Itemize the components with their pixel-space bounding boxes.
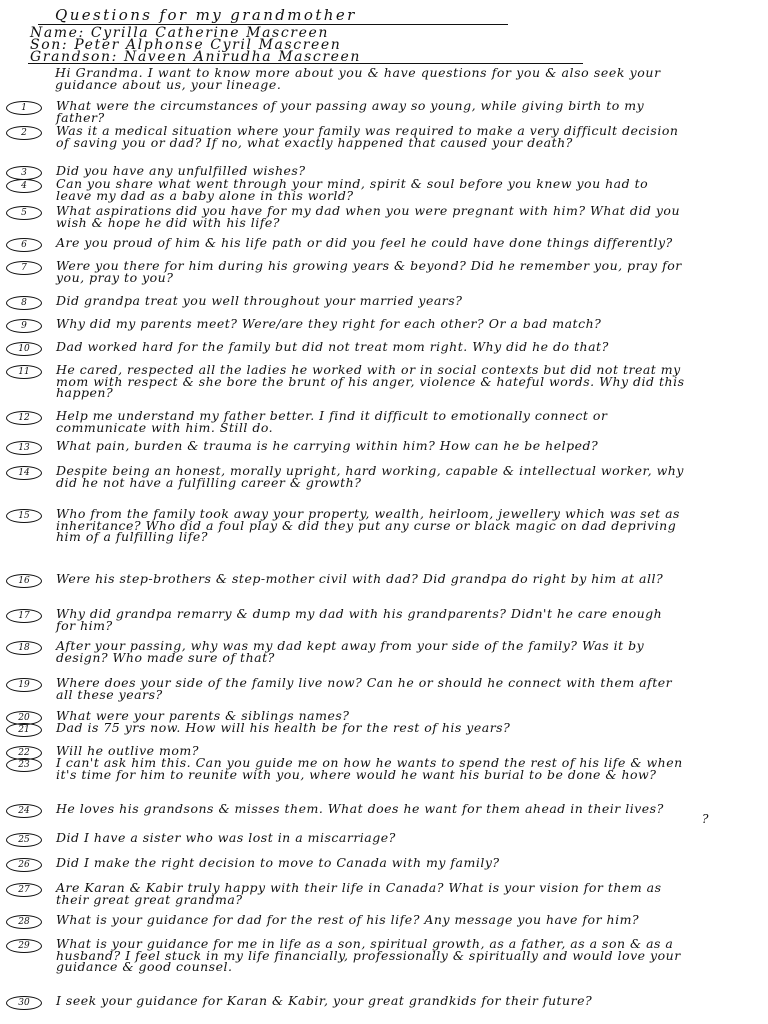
question-text: Did you have any unfulfilled wishes?	[56, 163, 306, 178]
question-text: Will he outlive mom?	[56, 743, 199, 758]
question-number: 4	[6, 179, 42, 193]
question-text: Why did grandpa remarry & dump my dad with his grandparents? Didn't he care enough for him?	[56, 606, 663, 633]
question-text: Despite being an honest, morally upright, hard working, capable & intellectual worker, why did he not have a fulfilling career & growth?	[56, 463, 684, 490]
question-number: 2	[6, 126, 42, 140]
question-number: 5	[6, 206, 42, 220]
question-number: 18	[6, 641, 42, 655]
margin-question-mark: ?	[702, 812, 709, 826]
question-number: 10	[6, 342, 42, 356]
question-number: 11	[6, 365, 42, 379]
question-number: 30	[6, 996, 42, 1010]
question-text: What pain, burden & trauma is he carrying within him? How can he be helped?	[56, 438, 599, 453]
question-number: 1	[6, 101, 42, 115]
question-number: 19	[6, 678, 42, 692]
question-number: 3	[6, 166, 42, 180]
question-text: Did I have a sister who was lost in a miscarriage?	[56, 830, 396, 845]
question-text: Dad worked hard for the family but did not treat mom right. Why did he do that?	[56, 339, 609, 354]
question-text: Was it a medical situation where your family was required to make a very difficult decision of saving you or dad? If no, what exactly happened that caused your death?	[56, 123, 679, 150]
intro-paragraph: Hi Grandma. I want to know more about you & have questions for you & also seek your guidance about us, your lineage.	[55, 65, 661, 92]
question-text: Were his step-brothers & step-mother civil with dad? Did grandpa do right by him at all?	[56, 571, 664, 586]
question-text: He cared, respected all the ladies he worked with or in social contexts but did not treat my mom with respect & she bore the brunt of his anger, violence & hateful words. Why did this happen?	[56, 362, 685, 401]
question-number: 13	[6, 441, 42, 455]
question-number: 25	[6, 833, 42, 847]
question-text: I seek your guidance for Karan & Kabir, your great grandkids for their future?	[56, 993, 593, 1008]
question-text: Help me understand my father better. I find it difficult to emotionally connect or communicate with him. Still do.	[56, 408, 608, 435]
question-number: 21	[6, 723, 42, 737]
question-number: 8	[6, 296, 42, 310]
question-number: 12	[6, 411, 42, 425]
question-text: Can you share what went through your mind, spirit & soul before you knew you had to leave my dad as a baby alone in this world?	[56, 176, 649, 203]
question-number: 23	[6, 758, 42, 772]
question-text: What is your guidance for dad for the rest of his life? Any message you have for him?	[56, 912, 640, 927]
son-line: Son: Peter Alphonse Cyril Mascreen	[30, 37, 342, 53]
question-number: 7	[6, 261, 42, 275]
question-text: Are you proud of him & his life path or did you feel he could have done things differently?	[56, 235, 673, 250]
question-text: What aspirations did you have for my dad when you were pregnant with him? What did you wish & hope he did with his life?	[56, 203, 680, 230]
question-text: Why did my parents meet? Were/are they right for each other? Or a bad match?	[56, 316, 602, 331]
name-line: Name: Cyrilla Catherine Mascreen	[30, 25, 329, 41]
question-text: What were the circumstances of your passing away so young, while giving birth to my father?	[56, 98, 645, 125]
question-number: 15	[6, 509, 42, 523]
question-number: 28	[6, 915, 42, 929]
question-number: 24	[6, 804, 42, 818]
question-number: 20	[6, 711, 42, 725]
question-text: Did grandpa treat you well throughout your married years?	[56, 293, 463, 308]
question-text: Who from the family took away your property, wealth, heirloom, jewellery which was set as inheritance? Who did a foul play & did they put any curse or black magic on dad depriving him of a fulfilling life?	[56, 506, 680, 545]
question-number: 6	[6, 238, 42, 252]
header-underline	[28, 63, 583, 64]
question-number: 22	[6, 746, 42, 760]
question-text: Did I make the right decision to move to Canada with my family?	[56, 855, 500, 870]
question-text: Were you there for him during his growing years & beyond? Did he remember you, pray for you, pray to you?	[56, 258, 682, 285]
question-number: 9	[6, 319, 42, 333]
question-text: What were your parents & siblings names?	[56, 708, 350, 723]
question-text: I can't ask him this. Can you guide me on how he wants to spend the rest of his life & when it's time for him to reunite with you, where would he want his burial to be done & how?	[56, 755, 683, 782]
question-number: 26	[6, 858, 42, 872]
question-text: Where does your side of the family live now? Can he or should he connect with them after all these years?	[56, 675, 673, 702]
question-number: 17	[6, 609, 42, 623]
question-number: 16	[6, 574, 42, 588]
question-text: Are Karan & Kabir truly happy with their life in Canada? What is your vision for them as their great great grandma?	[56, 880, 662, 907]
question-number: 29	[6, 939, 42, 953]
question-number: 14	[6, 466, 42, 480]
question-number: 27	[6, 883, 42, 897]
question-text: Dad is 75 yrs now. How will his health be for the rest of his years?	[56, 720, 511, 735]
question-text: After your passing, why was my dad kept away from your side of the family? Was it by design? Who made sure of that?	[56, 638, 645, 665]
grandson-line: Grandson: Naveen Anirudha Mascreen	[30, 49, 362, 65]
question-text: What is your guidance for me in life as a son, spiritual growth, as a father, as a son & as a husband? I feel stuck in my life financially, professionally & spiritually and would love your guidance & good counsel.	[56, 936, 681, 975]
question-text: He loves his grandsons & misses them. What does he want for them ahead in their lives?	[56, 801, 664, 816]
page-title: Questions for my grandmother	[55, 6, 357, 24]
